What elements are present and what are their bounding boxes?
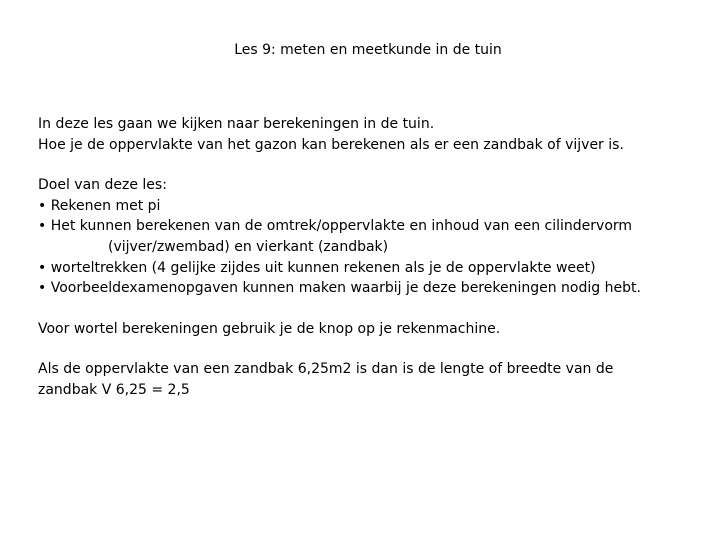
example-line: zandbak V 6,25 = 2,5: [38, 381, 190, 398]
goals-section: [38, 175, 710, 299]
goals-heading: Doel van deze les:: [38, 177, 167, 194]
intro-line: Hoe je de oppervlakte van het gazon kan berekenen als er een zandbak of vijver is.: [38, 136, 624, 153]
root-note: Voor wortel berekeningen gebruik je de knop op je rekenmachine.: [38, 320, 501, 337]
slide-body: [38, 114, 710, 401]
goal-item: • Rekenen met pi: [38, 197, 161, 214]
goal-item: • worteltrekken (4 gelijke zijdes uit kunnen rekenen als je de oppervlakte weet): [38, 259, 596, 276]
goal-item-continuation: (vijver/zwembad) en vierkant (zandbak): [108, 238, 389, 255]
example-line: Als de oppervlakte van een zandbak 6,25m2 is dan is de lengte of breedte van de: [38, 361, 614, 378]
root-note-paragraph: [38, 319, 710, 340]
spacer: [38, 155, 710, 175]
slide-title: Les 9: meten en meetkunde in de tuin: [234, 42, 502, 58]
spacer: [38, 339, 710, 359]
spacer: [38, 299, 710, 319]
intro-paragraph: [38, 114, 710, 155]
example-paragraph: [38, 359, 710, 400]
goal-item: • Het kunnen berekenen van de omtrek/oppervlakte en inhoud van een cilindervorm: [38, 218, 633, 235]
goal-item: • Voorbeeldexamenopgaven kunnen maken waarbij je deze berekeningen nodig hebt.: [38, 280, 641, 297]
intro-line: In deze les gaan we kijken naar berekeningen in de tuin.: [38, 116, 435, 132]
